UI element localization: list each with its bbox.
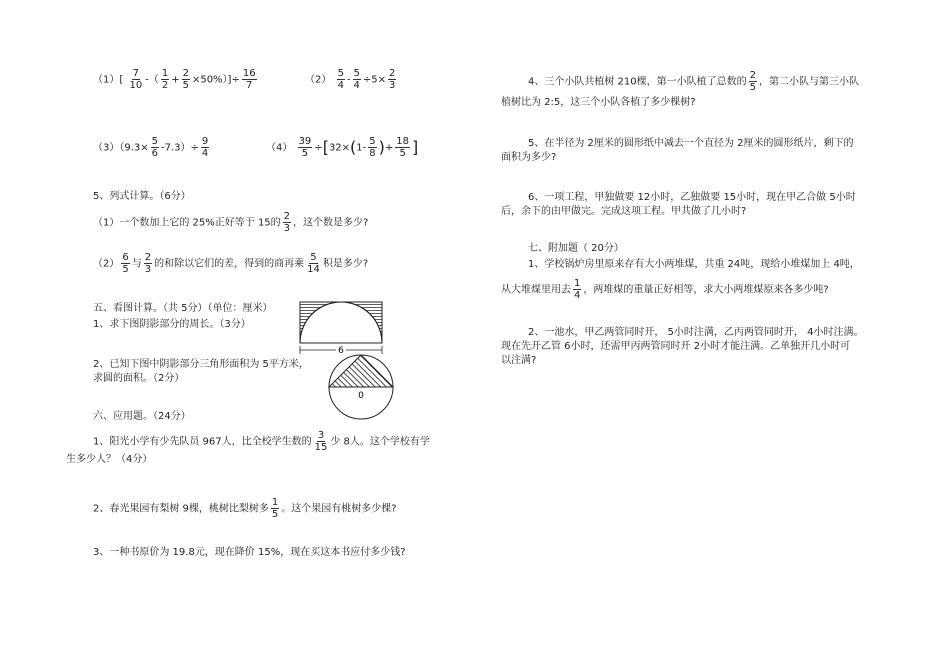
bonus-question-2: 2、一池水，甲乙两管同时开， 5小时注满，乙丙两管同时开， 4小时注满。 [528,327,864,338]
fraction: $\frac{1}{5}$ [271,497,279,520]
right-bracket: ] [412,137,419,157]
bonus-question-1: 1、学校锅炉房里原来存有大小两堆煤，共重 24吨，现给小堆煤加上 4吨， [528,259,860,270]
fraction: $\frac{5}{4}$ [353,68,360,91]
dimension-label: 6 [338,346,344,356]
center-label: 0 [358,391,364,401]
figure-question-1: 1、求下图阴影部分的周长。（3分） [93,319,251,330]
question-4-cont: 植树比为 2:5，这三个小队各植了多少棵树? [501,97,696,108]
fraction: $\frac{1}{4}$ [574,278,581,301]
bonus-section-title: 七、附加题（ 20分） [528,243,624,254]
bonus-question-2-cont-1: 现在先开乙管 6小时，还需甲丙两管同时开 2小时才能注满。乙单独开几小时可 [501,341,851,352]
fraction: $\frac{18}{5}$ [396,136,410,159]
section-6-question-2: 2、春光果园有梨树 9棵，桃树比梨树多 $\frac{1}{5}$ 。这个果园有桃树多少棵? [93,497,397,520]
calc-problem-2: （2） $\frac{5}{4}$ - $\frac{5}{4}$ ÷5× $\frac{2}{3}$ [305,68,396,91]
fraction: $\frac{9}{4}$ [201,136,209,159]
fraction: $\frac{5}{6}$ [151,136,159,159]
left-bracket: [ [322,137,329,157]
fraction: $\frac{16}{7}$ [242,68,256,91]
fraction: $\frac{39}{5}$ [298,136,312,159]
left-paren: ( [350,137,357,157]
right-paren: ) [378,137,385,157]
fraction: $\frac{6}{5}$ [122,252,129,275]
fraction: $\frac{2}{5}$ [182,68,189,91]
fraction: $\frac{1}{2}$ [161,68,169,91]
question-4: 4、三个小队共植树 210棵，第一小队植了总数的 $\frac{2}{5}$ ，第二小队与第三小队 [528,70,860,93]
fraction: $\frac{2}{3}$ [144,252,152,275]
bonus-question-1-cont: 从大堆煤里用去 $\frac{1}{4}$ ，两堆煤的重量正好相等，求大小两堆煤原来各多少吨? [501,278,829,301]
section-6-question-1-cont: 生多少人？（4分） [66,454,153,465]
fraction: $\frac{2}{3}$ [283,211,291,234]
question-5: 5、在半径为 2厘米的圆形纸中减去一个直径为 2厘米的圆形纸片，剩下的 [528,138,854,149]
section-5-question-1: （1）一个数加上它的 25%正好等于 15的 $\frac{2}{3}$ ，这个数是多少? [93,211,369,234]
section-5-title: 5、列式计算。（6分） [93,191,191,202]
question-5-cont: 面积为多少? [501,152,557,163]
fraction: $\frac{2}{3}$ [389,68,396,91]
calc-problem-3: （3）（9.3× $\frac{5}{6}$ -7.3）÷ $\frac{9}{4}$ [93,136,209,159]
bonus-question-2-cont-2: 以注满? [501,355,537,366]
section-5-question-2: （2） $\frac{6}{5}$ 与 $\frac{2}{3}$ 的和除以它们的差，得到的商再乘 $\frac{5}{14}$ 积是多少? [93,252,369,275]
fraction: $\frac{7}{10}$ [129,68,143,91]
figure-section-title: 五、看图计算。（共 5分）（单位：厘米） [93,303,273,314]
fraction: $\frac{2}{5}$ [749,70,757,93]
calc-problem-1: （1）[ $\frac{7}{10}$ -（ $\frac{1}{2}$ + $\frac{2}{5}$ ×50%）]÷ $\frac{16}{7}$ [93,68,256,91]
fraction: $\frac{3}{15}$ [314,430,328,453]
fraction: $\frac{5}{8}$ [369,136,376,159]
question-6: 6、一项工程，甲独做要 12小时，乙独做要 15小时，现在甲乙合做 5小时 [528,192,856,203]
circle-triangle-figure [326,352,396,422]
question-6-cont: 后，余下的由甲做完。完成这项工程。甲共做了几小时? [501,206,747,217]
fraction: $\frac{5}{4}$ [337,68,344,91]
section-6-question-1: 1、阳光小学有少先队员 967人，比全校学生数的 $\frac{3}{15}$ 少 8人。这个学校有学 [93,430,430,453]
calc-problem-4: （4） $\frac{39}{5}$ ÷[32×(1- $\frac{5}{8}$ )+ $\frac{18}{5}$ ] [266,136,419,159]
figure-question-2-line-2: 求圆的面积。（2分） [93,373,185,384]
fraction: $\frac{5}{14}$ [307,252,320,275]
semicircle-figure [298,300,384,356]
figure-question-2-line-1: 2、已知下图中阴影部分三角形面积为 5平方米， [93,359,309,370]
section-6-title: 六、应用题。（24分） [93,411,191,422]
section-6-question-3: 3、一种书原价为 19.8元，现在降价 15%，现在买这本书应付多少钱? [93,547,406,558]
